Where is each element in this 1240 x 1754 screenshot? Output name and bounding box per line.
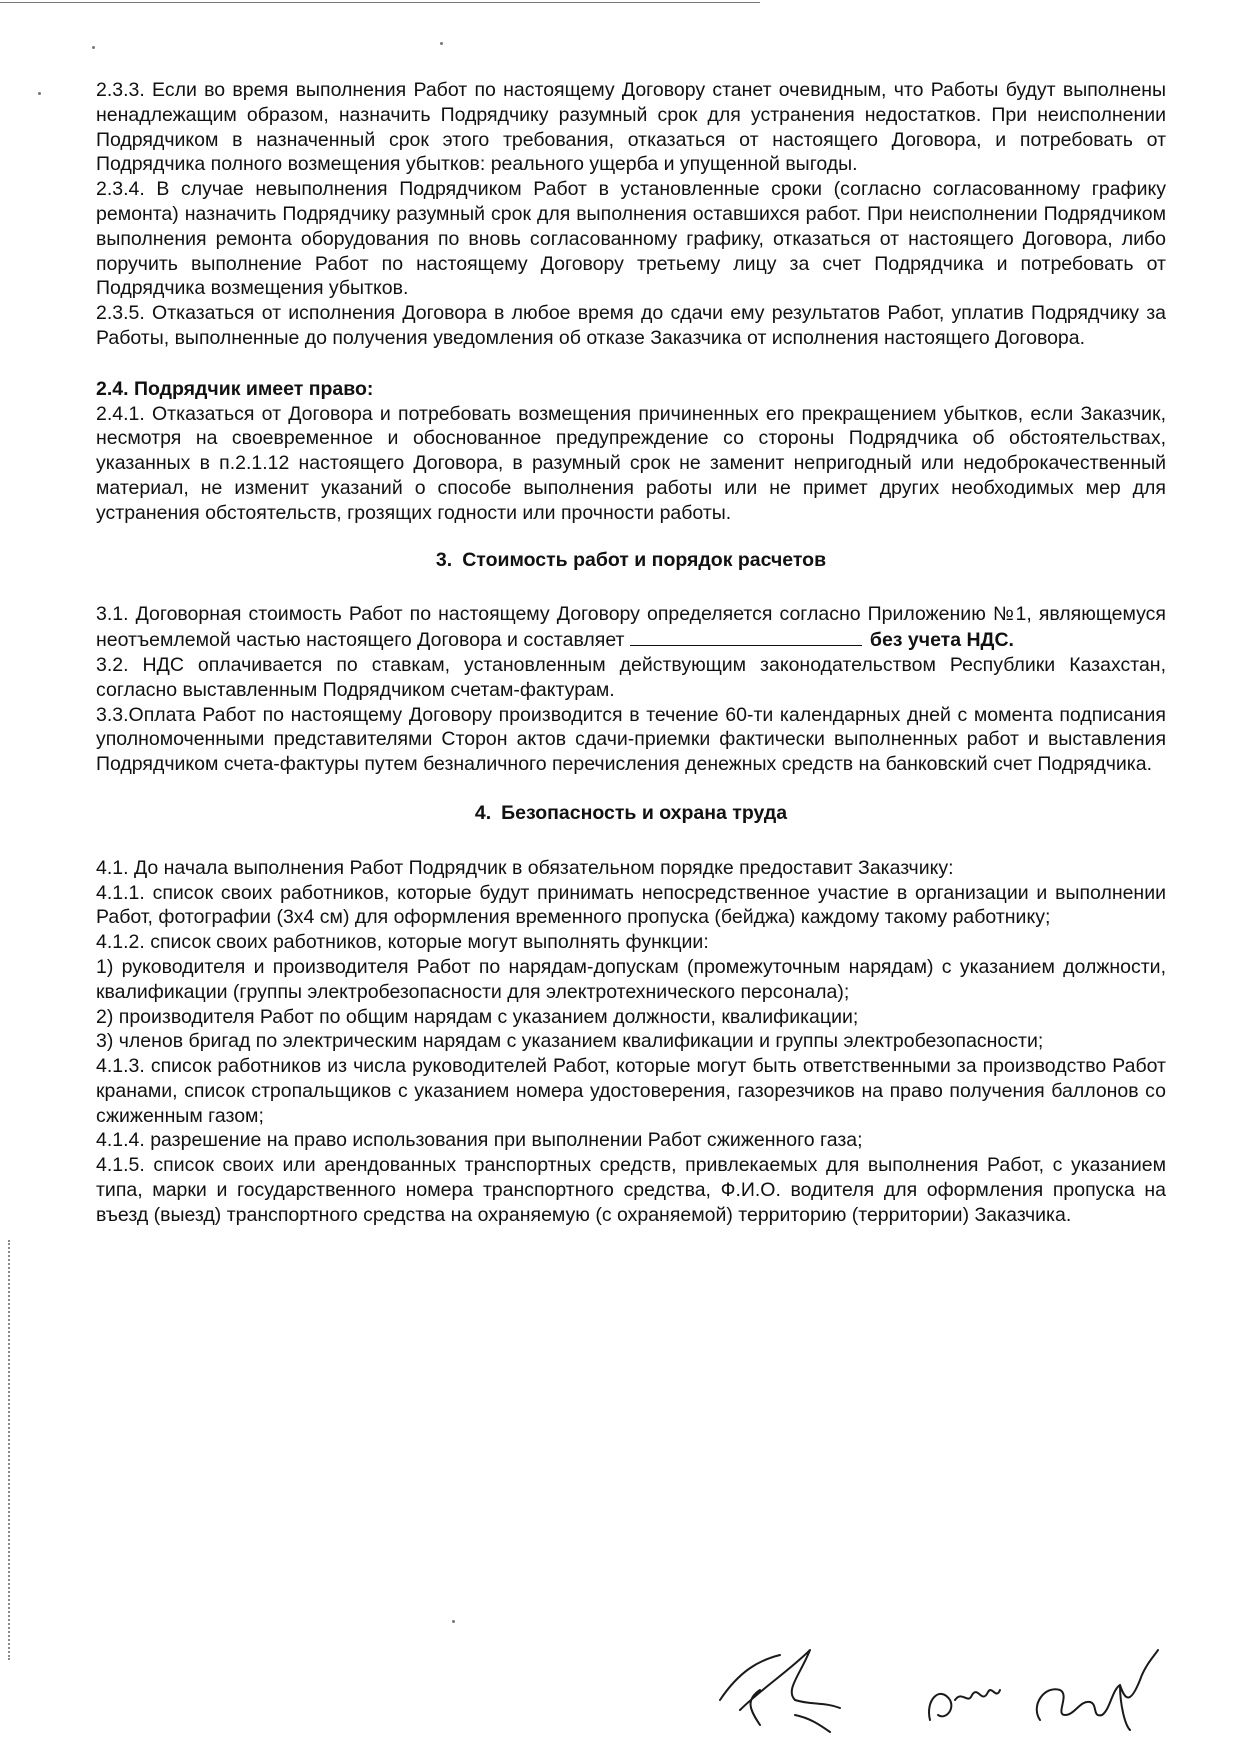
section-2-4-title: 2.4. Подрядчик имеет право: xyxy=(96,377,374,400)
clause-4-1-2-item-3: 3) членов бригад по электрическим нарядам с указанием квалификации и группы электробезопасности; xyxy=(96,1030,1044,1053)
clause-2-3-5: 2.3.5. Отказаться от исполнения Договора в любое время до сдачи ему результатов Работ, уплатив Подрядчику за Работы, выполненные до получения уведомления об отказе Заказчика от исполнения настоящего Договора. xyxy=(96,302,1166,349)
clause-4-1-3: 4.1.3. список работников из числа руководителей Работ, которые могут быть ответственными за производство Работ кранами, список стропальщиков с указанием номера удостоверения, газорезчиков на право получения баллонов со сжиженным газом; xyxy=(96,1055,1166,1127)
clause-2-4-1: 2.4.1. Отказаться от Договора и потребовать возмещения причиненных его прекращением убытков, если Заказчик, несмотря на своевременное и обоснованное предупреждение со стороны Подрядчика об обстоятельствах, указанных в п.2.1.12 настоящего Договора, в разумный срок не заменит непригодный или недоброкачественный материал, не изменит указаний о способе выполнения работы или не примет других необходимых мер для устранения обстоятельств, грозящих годности или прочности работы. xyxy=(96,402,1166,524)
clause-4-1-4: 4.1.4. разрешение на право использования при выполнении Работ сжиженного газа; xyxy=(96,1129,863,1152)
section-3-heading xyxy=(96,548,1166,573)
clause-3-2: 3.2. НДС оплачивается по ставкам, установленным действующим законодательством Республики Казахстан, согласно выставленным Подрядчиком счетам-фактурам. xyxy=(96,653,1166,701)
scan-speck xyxy=(92,46,95,49)
clause-4-1-2: 4.1.2. список своих работников, которые могут выполнять функции: xyxy=(96,931,709,954)
clause-4-1-2-item-2: 2) производителя Работ по общим нарядам с указанием должности, квалификации; xyxy=(96,1005,859,1028)
clause-3-1 xyxy=(96,602,1166,653)
handwritten-signatures xyxy=(700,1630,1180,1740)
section-4-title: Безопасность и охрана труда xyxy=(501,801,788,824)
scan-speck xyxy=(440,42,443,45)
clause-4-1-5: 4.1.5. список своих или арендованных транспортных средств, привлекаемых для выполнения Работ, с указанием типа, марки и государственного номера транспортного средства, Ф.И.О. водителя для оформления пропуска на въезд (выезд) транспортного средства на охраняемую (с охраняемой) территорию (территории) Заказчика. xyxy=(96,1154,1166,1226)
clause-2-3-4: 2.3.4. В случае невыполнения Подрядчиком Работ в установленные сроки (согласно согласованному графику ремонта) назначить Подрядчику разумный срок для выполнения оставшихся работ. При неисполнении Подрядчиком выполнения ремонта оборудования по вновь согласованному графику, отказаться от настоящего Договора, либо поручить выполнение Работ по настоящему Договору третьему лицу за счет Подрядчика и потребовать от Подрядчика возмещения убытков. xyxy=(96,178,1166,300)
clause-4-1-1: 4.1.1. список своих работников, которые будут принимать непосредственное участие в организации и выполнении Работ, фотографии (3х4 см) для оформления временного пропуска (бейджа) каждому такому работнику; xyxy=(96,881,1166,929)
scan-speck xyxy=(38,92,41,95)
signature-2 xyxy=(929,1690,1000,1720)
clause-3-3: 3.3.Оплата Работ по настоящему Договору производится в течение 60-ти календарных дней с момента подписания уполномоченными представителями Сторон актов сдачи-приемки фактически выполненных работ и выставления Подрядчиком счета-фактуры путем безналичного перечисления денежных средств на банковский счет Подрядчика. xyxy=(96,703,1166,776)
clause-2-3-3: 2.3.3. Если во время выполнения Работ по настоящему Договору станет очевидным, что Работы будут выполнены ненадлежащим образом, назначить Подрядчику разумный срок для устранения недостатков. При неисполнении Подрядчиком в назначенный срок этого требования, отказаться от настоящего Договора, и потребовать от Подрядчика полного возмещения убытков: реального ущерба и упущенной выгоды. xyxy=(96,79,1166,176)
section-3-number: 3. xyxy=(435,548,453,571)
clause-3-1-tail: без учета НДС. xyxy=(869,629,1014,652)
section-4-heading xyxy=(96,801,1166,826)
document-body xyxy=(96,78,1166,1228)
scan-speck xyxy=(452,1620,455,1623)
clause-3-1-text: 3.1. Договорная стоимость Работ по настоящему Договору определяется согласно Приложению №1, являющемуся неотъемлемой частью настоящего Договора и составляет xyxy=(96,603,1166,652)
clause-4-1: 4.1. До начала выполнения Работ Подрядчик в обязательном порядке предоставит Заказчику: xyxy=(96,856,954,879)
amount-blank-field xyxy=(630,627,862,646)
clause-4-1-2-item-1: 1) руководителя и производителя Работ по нарядам-допускам (промежуточным нарядам) с указанием должности, квалификации (группы электробезопасности для электротехнического персонала); xyxy=(96,955,1166,1003)
section-4-number: 4. xyxy=(474,801,492,824)
signature-3 xyxy=(1037,1650,1158,1730)
scan-top-edge-line xyxy=(0,2,760,3)
signature-1 xyxy=(720,1650,840,1732)
signature-marks-image xyxy=(700,1630,1180,1740)
scan-left-edge-marks xyxy=(8,1240,10,1660)
section-3-title: Стоимость работ и порядок расчетов xyxy=(462,548,827,571)
